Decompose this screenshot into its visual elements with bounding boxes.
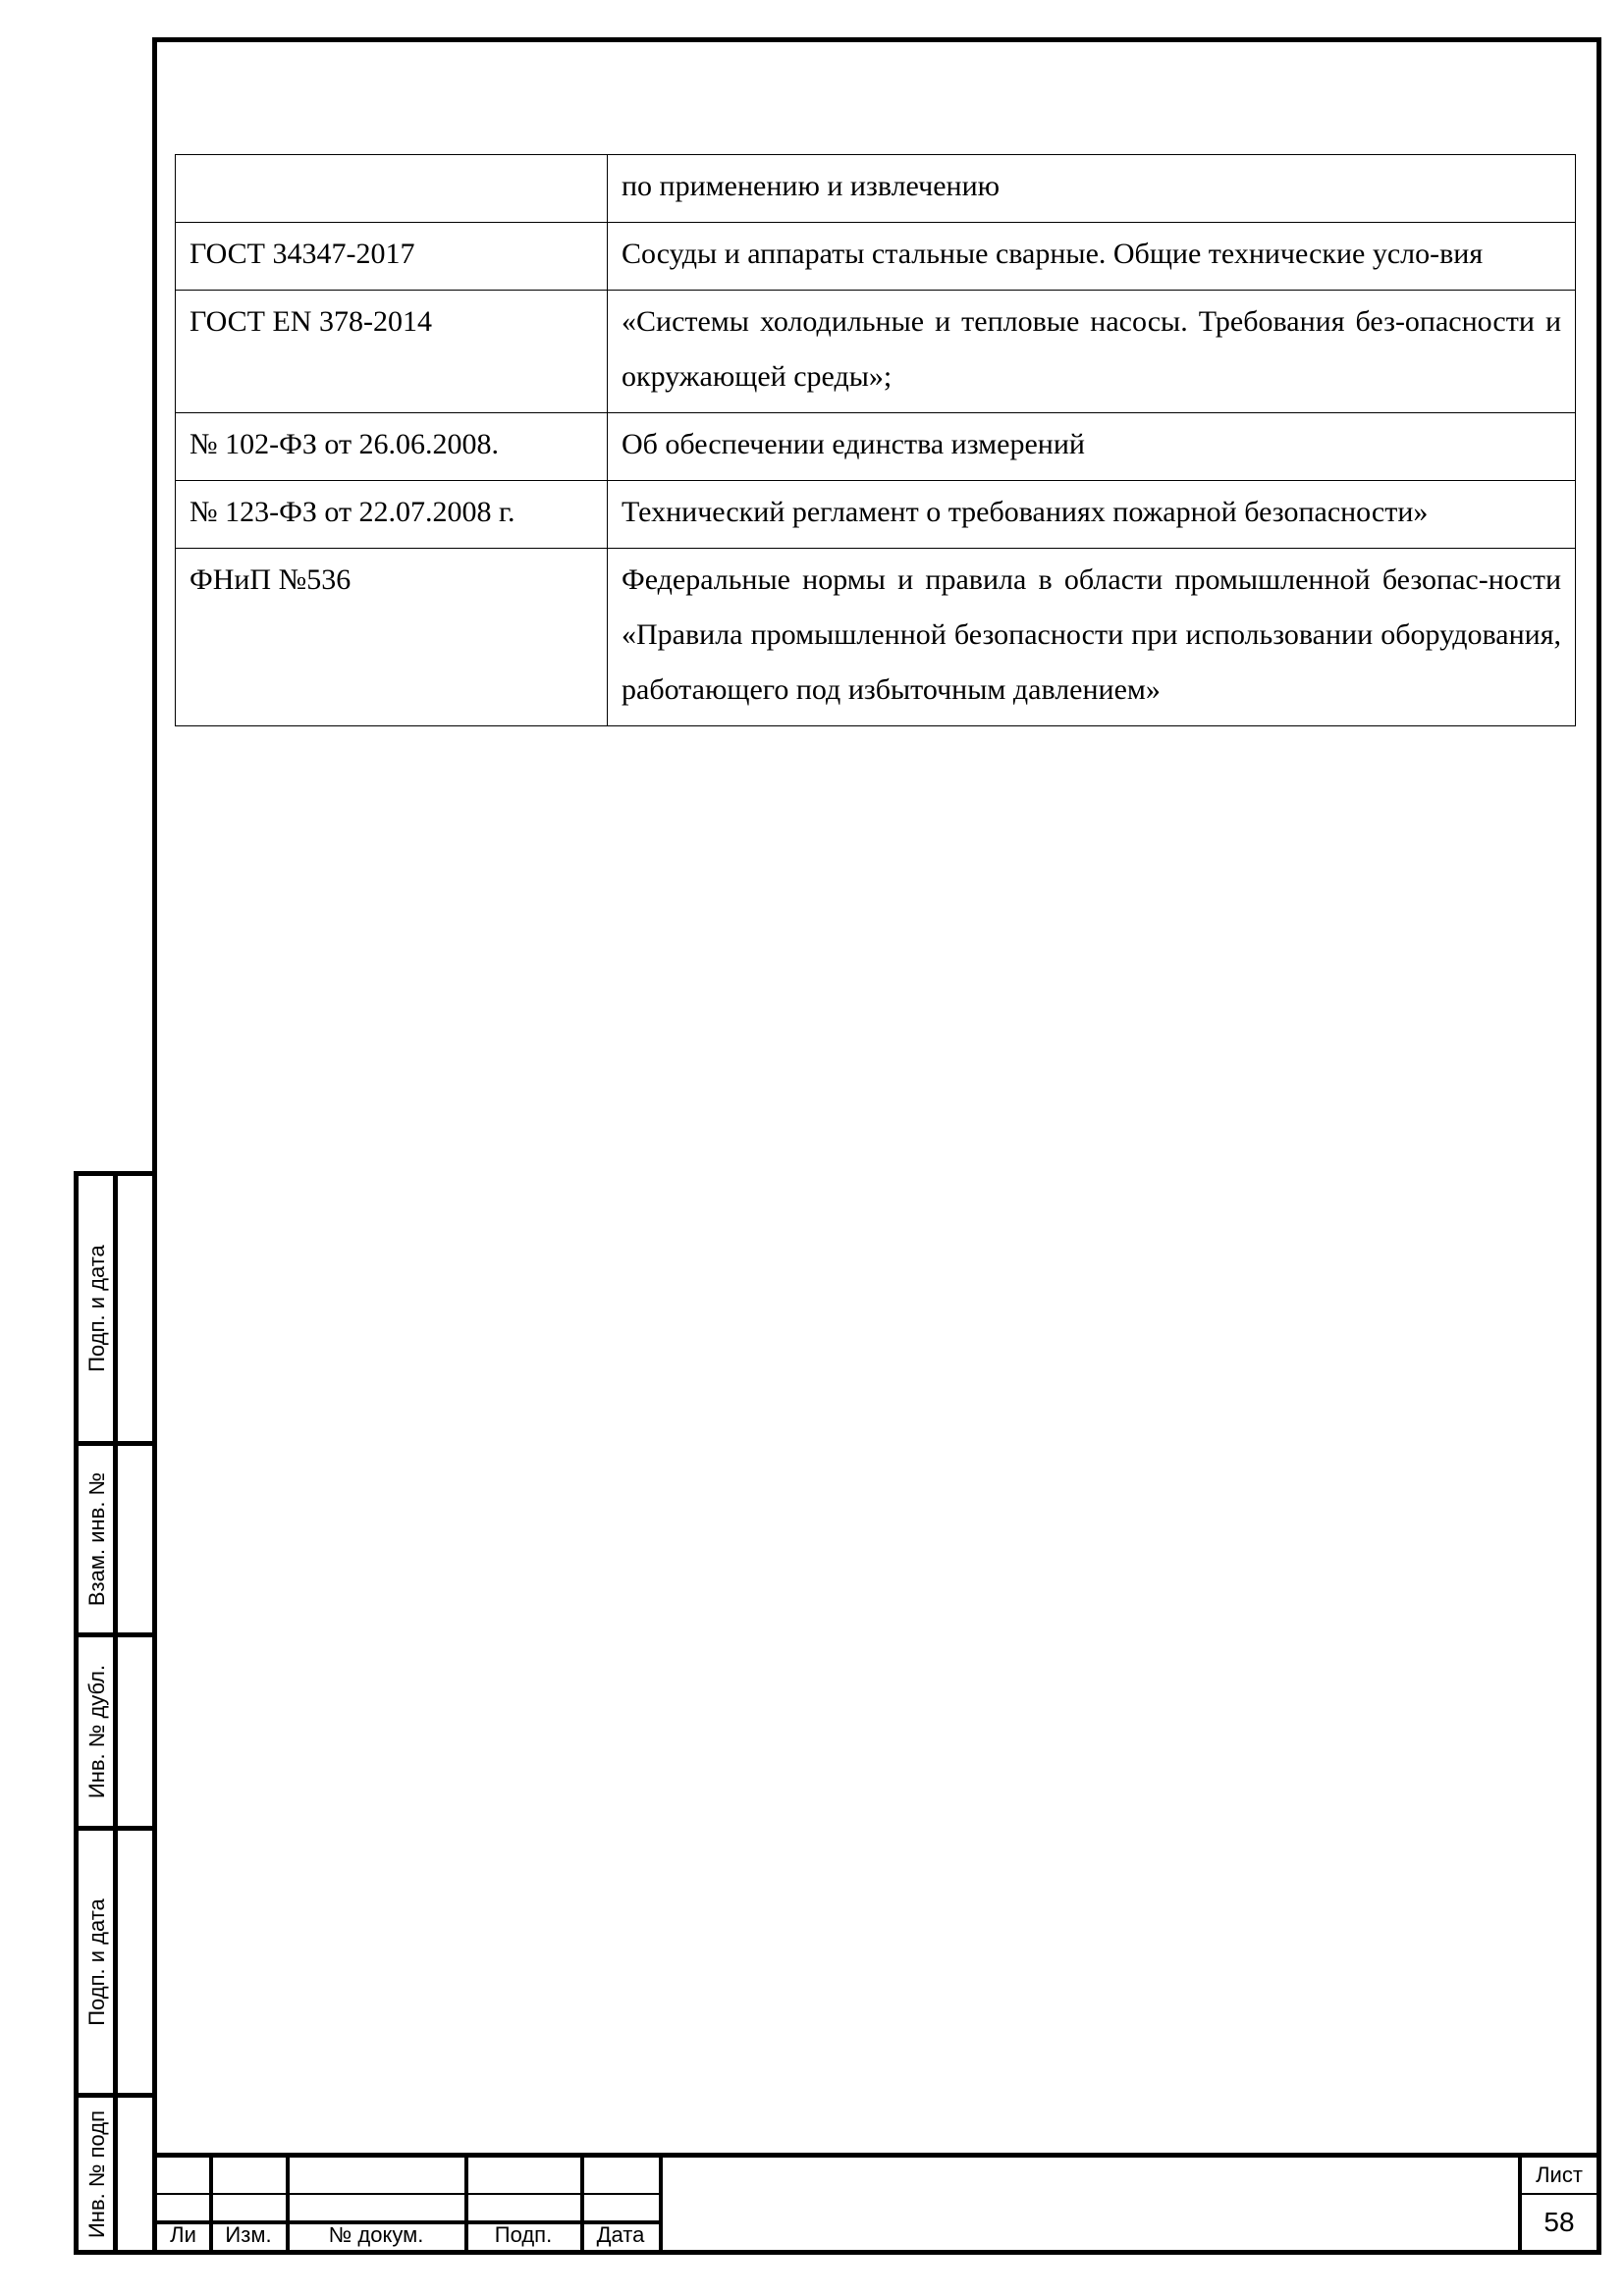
sheet-number: 58 bbox=[1543, 2207, 1575, 2237]
table-row bbox=[176, 549, 1576, 726]
doc-code-cell: № 123-ФЗ от 22.07.2008 г. bbox=[176, 481, 608, 549]
doc-code-cell: ГОСТ EN 378-2014 bbox=[176, 291, 608, 413]
col-doc-label: № докум. bbox=[328, 2222, 424, 2247]
doc-title-cell: Технический регламент о требованиях пожарной безопасности» bbox=[608, 481, 1576, 549]
table-row bbox=[176, 291, 1576, 413]
doc-title-cell: Федеральные нормы и правила в области промышленной безопас-ности «Правила промышленной безопасности при использовании оборудования, работающего под избыточным давлением» bbox=[608, 549, 1576, 726]
normative-references-table bbox=[175, 154, 1576, 726]
col-izm-label: Изм. bbox=[225, 2222, 272, 2247]
side-stamp bbox=[74, 1171, 152, 2255]
doc-title-cell: Сосуды и аппараты стальные сварные. Общие технические усло-вия bbox=[608, 223, 1576, 291]
table-row bbox=[176, 481, 1576, 549]
side-stamp-label: Подп. и дата bbox=[84, 1897, 109, 2026]
side-stamp-label: Подп. и дата bbox=[84, 1245, 109, 1372]
col-li-label: Ли bbox=[170, 2222, 196, 2247]
sheet-label: Лист bbox=[1536, 2163, 1583, 2187]
side-stamp-label: Взам. инв. № bbox=[84, 1471, 110, 1607]
doc-title-cell: «Системы холодильные и тепловые насосы. Требования без-опасности и окружающей среды»; bbox=[608, 291, 1576, 413]
side-stamp-divider bbox=[113, 1176, 118, 2250]
sheet-label-line bbox=[1520, 2193, 1597, 2195]
doc-code-cell: ГОСТ 34347-2017 bbox=[176, 223, 608, 291]
table-row bbox=[176, 413, 1576, 481]
side-stamp-label: Инв. № дубл. bbox=[84, 1664, 110, 1799]
col-podp-label: Подп. bbox=[494, 2222, 553, 2247]
title-block bbox=[157, 2153, 1597, 2250]
table-row bbox=[176, 155, 1576, 223]
title-block-col-line bbox=[659, 2158, 663, 2250]
side-stamp-label: Инв. № подп bbox=[84, 2109, 110, 2238]
table-row bbox=[176, 223, 1576, 291]
doc-title-cell: Об обеспечении единства измерений bbox=[608, 413, 1576, 481]
title-block-row-line bbox=[157, 2193, 661, 2195]
doc-code-cell: ФНиП №536 bbox=[176, 549, 608, 726]
doc-code-cell: № 102-ФЗ от 26.06.2008. bbox=[176, 413, 608, 481]
col-date-label: Дата bbox=[596, 2222, 645, 2247]
doc-title-cell: по применению и извлечению bbox=[608, 155, 1576, 223]
doc-code-cell bbox=[176, 155, 608, 223]
